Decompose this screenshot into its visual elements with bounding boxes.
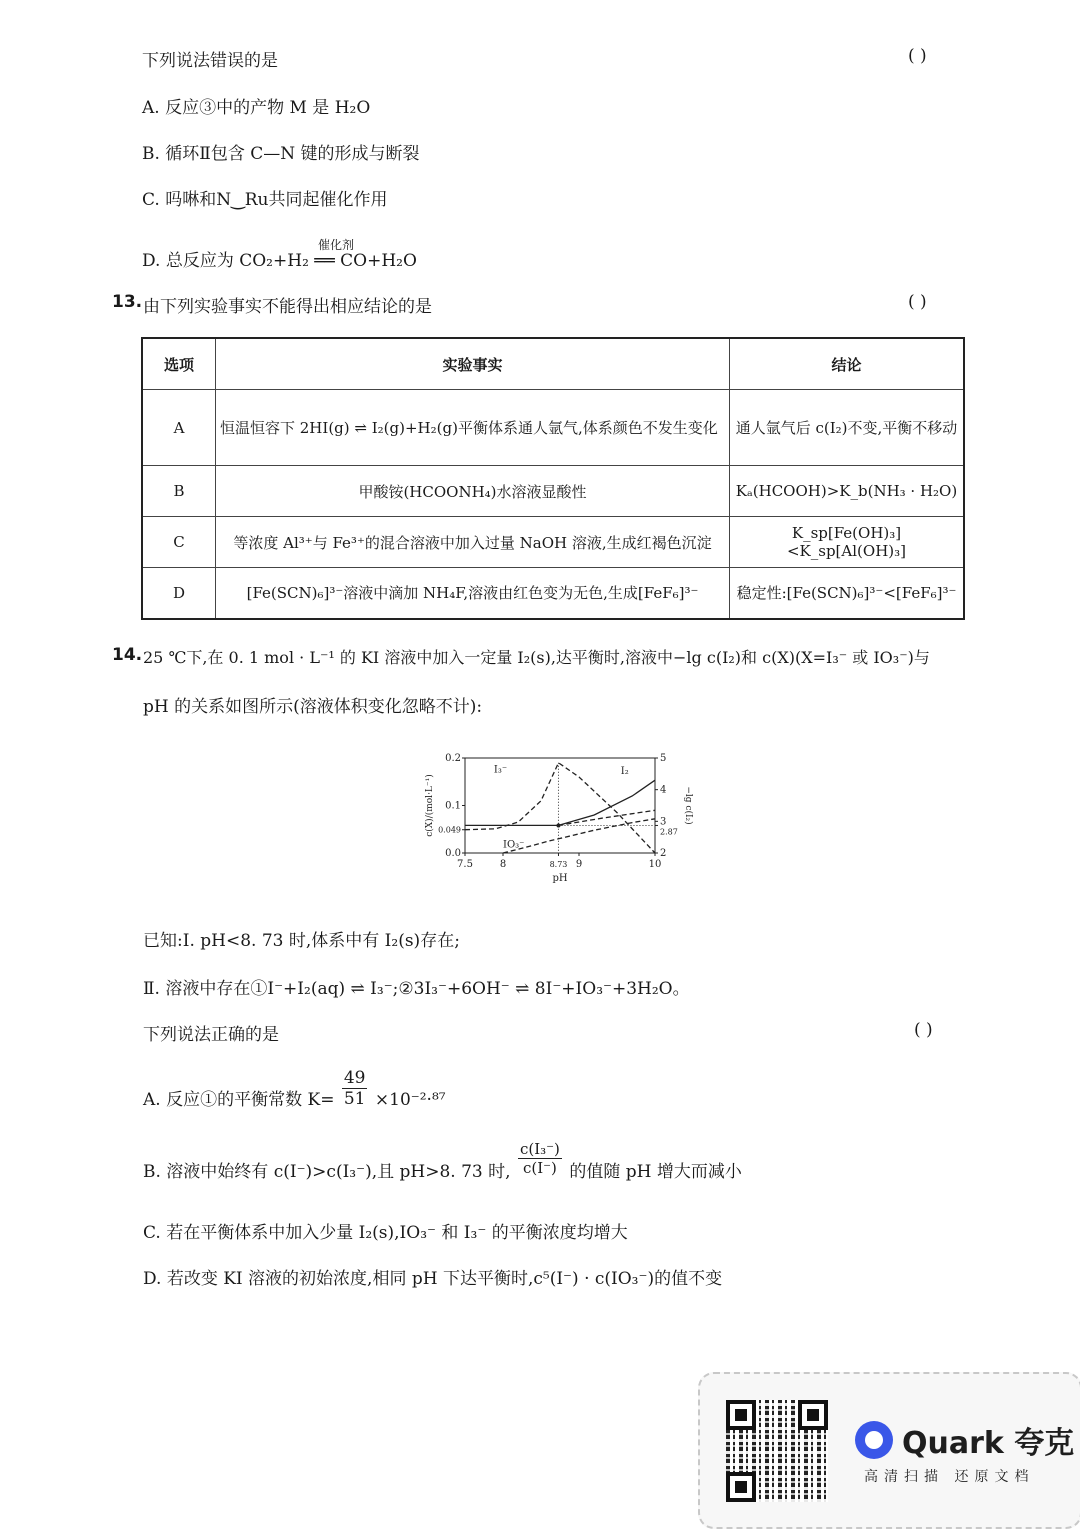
header-fact: 实验事实: [216, 338, 730, 390]
intersection-point: [556, 823, 560, 827]
quark-logo-icon: [855, 1421, 893, 1459]
x-tick-label: 9: [575, 859, 583, 870]
q12-option-c: C. 吗啉和N‿Ru共同起催化作用: [142, 190, 388, 210]
header-conclusion: 结论: [730, 338, 965, 390]
row-fact: [Fe(SCN)₆]³⁻溶液中滴加 NH₄F,溶液由红色变为无色,生成[FeF₆]³⁻: [216, 568, 730, 619]
q14-answer-paren: ( ): [914, 1020, 933, 1040]
row-fact: 等浓度 Al³⁺与 Fe³⁺的混合溶液中加入过量 NaOH 溶液,生成红褐色沉淀: [216, 517, 730, 568]
series-label: IO₃⁻: [503, 839, 525, 851]
y2-tick-label: 3: [660, 816, 667, 828]
table-row: [142, 390, 964, 466]
y-tick-label: 0.049: [438, 825, 461, 835]
table-row: [142, 517, 964, 568]
row-fact: 甲酸铵(HCOONH₄)水溶液显酸性: [216, 466, 730, 517]
qr-code-icon: [726, 1400, 828, 1502]
row-fact: 恒温恒容下 2HI(g) ⇌ I₂(g)+H₂(g)平衡体系通人氩气,体系颜色不发生变化: [216, 390, 730, 466]
y-tick-label: 0.0: [445, 848, 461, 859]
q14-option-d: D. 若改变 KI 溶液的初始浓度,相同 pH 下达平衡时,c⁵(I⁻) · c(IO₃⁻)的值不变: [143, 1269, 723, 1289]
fraction-denominator: c(I⁻): [522, 1159, 557, 1177]
q12-option-d: D. 总反应为 CO₂+H₂ ══ CO+H₂O: [142, 251, 417, 271]
row-option: C: [142, 517, 216, 568]
q12-option-b: B. 循环Ⅱ包含 C—N 键的形成与断裂: [142, 144, 420, 164]
q14-option-b-tail: 的值随 pH 增大而减小: [569, 1162, 742, 1182]
q14-known-2: Ⅱ. 溶液中存在①I⁻+I₂(aq) ⇌ I₃⁻;②3I₃⁻+6OH⁻ ⇌ 8I⁻+IO₃⁻+3H₂O。: [143, 979, 690, 999]
y2-tick-label: 2.87: [660, 827, 678, 837]
x-tick-label: 8.73: [549, 860, 568, 869]
row-option: B: [142, 466, 216, 517]
x-tick-label: 8: [499, 859, 507, 870]
y-axis-title: c(X)/(mol·L⁻¹): [425, 774, 435, 837]
q14-option-c: C. 若在平衡体系中加入少量 I₂(s),IO₃⁻ 和 I₃⁻ 的平衡浓度均增大: [143, 1223, 628, 1243]
table-header-row: [142, 338, 964, 390]
row-conclusion: Kₐ(HCOOH)>K_b(NH₃ · H₂O): [730, 466, 965, 517]
row-conclusion: 稳定性:[Fe(SCN)₆]³⁻<[FeF₆]³⁻: [730, 568, 965, 619]
x-axis-title: pH: [552, 873, 568, 884]
table-row: [142, 466, 964, 517]
q14-number: 14.: [112, 645, 143, 665]
experiment-table: [141, 337, 965, 620]
x-tick-label: 10: [648, 859, 662, 870]
fraction-numerator: 49: [343, 1068, 366, 1088]
y2-axis-title: −lg c(I₂): [683, 786, 693, 825]
y2-tick-label: 4: [660, 784, 667, 796]
fraction-denominator: 51: [343, 1089, 366, 1109]
y-tick-label: 0.1: [445, 800, 461, 812]
row-option: D: [142, 568, 216, 619]
brand-name: Quark 夸克: [902, 1426, 1075, 1461]
row-conclusion: K_sp[Fe(OH)₃]<K_sp[Al(OH)₃]: [730, 517, 965, 568]
q14-option-b-fraction: [518, 1140, 562, 1177]
q14-stem-line2: pH 的关系如图所示(溶液体积变化忽略不计):: [143, 697, 483, 717]
series-label: I₂: [620, 765, 629, 777]
table-row: [142, 568, 964, 619]
row-conclusion: 通人氩气后 c(I₂)不变,平衡不移动: [730, 390, 965, 466]
q14-option-a-text: A. 反应①的平衡常数 K=: [143, 1090, 335, 1110]
q12-option-a: A. 反应③中的产物 M 是 H₂O: [142, 98, 371, 118]
x-tick-label: 7.5: [457, 859, 473, 870]
q14-prompt: 下列说法正确的是: [143, 1025, 279, 1045]
series-label: I₃⁻: [493, 764, 508, 776]
q14-known-1: 已知:Ⅰ. pH<8. 73 时,体系中有 I₂(s)存在;: [143, 931, 460, 951]
q12-catalyst-label: 催化剂: [318, 238, 355, 252]
series-line-2: [465, 780, 655, 825]
row-option: A: [142, 390, 216, 466]
q14-option-b-text: B. 溶液中始终有 c(I⁻)>c(I₃⁻),且 pH>8. 73 时,: [143, 1162, 511, 1182]
ph-concentration-chart: [410, 740, 700, 890]
q13-number: 13.: [112, 292, 143, 312]
q14-option-a-tail: ×10⁻²·⁸⁷: [374, 1090, 446, 1110]
q12-prompt: 下列说法错误的是: [142, 51, 278, 71]
brand-tagline: 高清扫描 还原文档: [864, 1469, 1035, 1485]
q14-stem-line1: 25 ℃下,在 0. 1 mol · L⁻¹ 的 KI 溶液中加入一定量 I₂(s),达平衡时,溶液中−lg c(I₂)和 c(X)(X=I₃⁻ 或 IO₃⁻)与: [143, 648, 930, 667]
q14-option-a: [143, 1068, 446, 1114]
series-line-1: [503, 819, 655, 853]
scanner-watermark-card: [698, 1372, 1080, 1529]
fraction-numerator: c(I₃⁻): [519, 1140, 560, 1158]
q13-answer-paren: ( ): [908, 292, 927, 312]
y2-tick-label: 5: [660, 753, 667, 764]
q14-option-a-fraction: [342, 1068, 368, 1109]
q14-option-b: [143, 1140, 742, 1190]
y2-tick-label: 2: [660, 848, 667, 859]
y-tick-label: 0.2: [445, 753, 461, 764]
header-option: 选项: [142, 338, 216, 390]
series-line-3: [559, 810, 656, 825]
q12-answer-paren: ( ): [908, 46, 927, 66]
q13-prompt: 由下列实验事实不能得出相应结论的是: [143, 297, 432, 317]
